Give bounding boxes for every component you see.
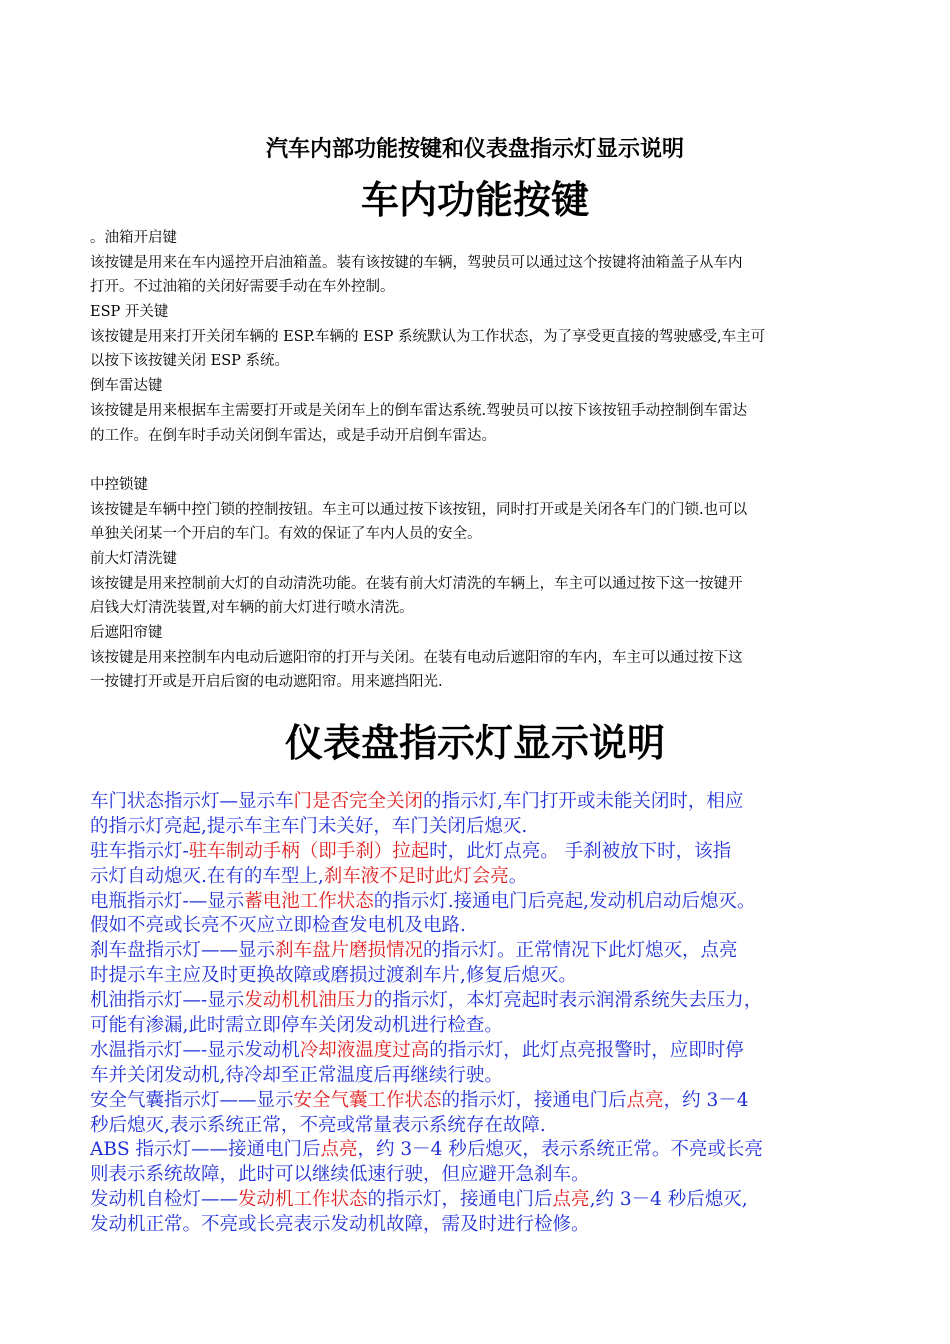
body-text: 发动机正常。不亮或长亮表示发动机故障，需及时进行检修。 bbox=[90, 1214, 590, 1236]
function-keys-body bbox=[90, 226, 880, 695]
document-title: 汽车内部功能按键和仪表盘指示灯显示说明 bbox=[265, 137, 684, 162]
body-text: 车门状态指示灯—显示车 bbox=[90, 791, 294, 812]
body-text: 可能有渗漏,此时需立即停车关闭发动机进行检查。 bbox=[90, 1015, 503, 1037]
dashboard-lights-line bbox=[90, 1114, 880, 1139]
dashboard-lights-line bbox=[90, 1188, 880, 1213]
dashboard-lights-line bbox=[90, 1039, 880, 1064]
dashboard-lights-line bbox=[90, 865, 880, 890]
dashboard-lights-line bbox=[90, 1138, 880, 1163]
function-keys-line: 单独关闭某一个开启的车门。有效的保证了车内人员的安全。 bbox=[90, 526, 482, 543]
body-text: 。 bbox=[508, 865, 528, 887]
function-keys-line: 。油箱开启键 bbox=[90, 230, 177, 246]
dashboard-lights-line bbox=[90, 964, 880, 989]
body-text: ，约 3－4 bbox=[663, 1089, 749, 1111]
highlight-text: 驻车制动手柄（即手刹）拉起 bbox=[188, 840, 430, 862]
dashboard-lights-line bbox=[90, 840, 880, 865]
highlight-text: 蓄电池工作状态 bbox=[244, 890, 374, 912]
dashboard-lights-line bbox=[90, 790, 880, 815]
function-keys-line: 该按键是用来控制前大灯的自动清洗功能。在装有前大灯清洗的车辆上，车主可以通过按下这一按键开 bbox=[90, 575, 743, 592]
body-text: 示灯自动熄灭.在有的车型上, bbox=[90, 865, 324, 887]
function-keys-line: 该按键是用来打开关闭车辆的 ESP.车辆的 ESP 系统默认为工作状态，为了享受更直接的驾驶感受,车主可 bbox=[90, 328, 766, 345]
dashboard-lights-line bbox=[90, 1064, 880, 1089]
dashboard-lights-line bbox=[90, 1213, 880, 1238]
body-text: 的指示灯。正常情况下此灯熄灭，点亮 bbox=[423, 940, 738, 962]
body-text: 则表示系统故障，此时可以继续低速行驶，但应避开急刹车。 bbox=[90, 1164, 590, 1186]
body-text: ABS 指示灯——接通电门后 bbox=[90, 1139, 321, 1161]
body-text: 电瓶指示灯-—显示 bbox=[90, 890, 245, 912]
body-text: 机油指示灯—-显示 bbox=[90, 990, 245, 1012]
function-keys-line: 倒车雷达键 bbox=[90, 378, 163, 395]
highlight-text: 刹车液不足时此灯会亮 bbox=[323, 865, 509, 887]
body-text: 时，此灯点亮。 手刹被放下时，该指 bbox=[429, 840, 732, 862]
dashboard-lights-line bbox=[90, 815, 880, 840]
highlight-text: 冷却液温度过高 bbox=[299, 1039, 430, 1061]
highlight-text: 门是否完全关闭 bbox=[293, 791, 424, 812]
function-keys-line: 一按键打开或是开启后窗的电动遮阳帘。用来遮挡阳光. bbox=[90, 674, 443, 691]
highlight-text: 点亮 bbox=[320, 1139, 358, 1161]
dashboard-lights-line bbox=[90, 1163, 880, 1188]
dashboard-lights-line bbox=[90, 939, 880, 964]
body-text: 的指示灯亮起,提示车主车门未关好，车门关闭后熄灭. bbox=[90, 815, 528, 837]
function-keys-line bbox=[90, 448, 880, 473]
dashboard-lights-body bbox=[90, 790, 880, 1238]
dashboard-lights-line bbox=[90, 914, 880, 939]
highlight-text: 发动机机油压力 bbox=[244, 990, 374, 1012]
function-keys-line: 以按下该按键关闭 ESP 系统。 bbox=[90, 353, 289, 370]
body-text: 刹车盘指示灯——显示 bbox=[90, 940, 276, 962]
body-text: 假如不亮或长亮不灭应立即检查发电机及电路. bbox=[90, 915, 466, 937]
body-text: ,约 3－4 秒后熄灭, bbox=[589, 1189, 748, 1211]
function-keys-line: 打开。不过油箱的关闭好需要手动在车外控制。 bbox=[90, 279, 395, 296]
dashboard-lights-line bbox=[90, 1014, 880, 1039]
body-text: 车并关闭发动机,待冷却至正常温度后再继续行驶。 bbox=[90, 1064, 503, 1086]
dashboard-lights-line bbox=[90, 890, 880, 915]
highlight-text: 安全气囊工作状态 bbox=[293, 1089, 442, 1111]
body-text: 水温指示灯—-显示发动机 bbox=[90, 1039, 300, 1061]
function-keys-line: 该按键是用来控制车内电动后遮阳帘的打开与关闭。在装有电动后遮阳帘的车内，车主可以通过按下这 bbox=[90, 649, 743, 666]
body-text: 的指示灯,车门打开或未能关闭时，相应 bbox=[423, 791, 744, 812]
body-text: 时提示车主应及时更换故障或磨损过渡刹车片,修复后熄灭。 bbox=[90, 965, 577, 987]
body-text: 安全气囊指示灯——显示 bbox=[90, 1089, 294, 1111]
function-keys-line: 的工作。在倒车时手动关闭倒车雷达，或是手动开启倒车雷达。 bbox=[90, 427, 496, 444]
function-keys-line: 该按键是用来在车内遥控开启油箱盖。装有该按键的车辆，驾驶员可以通过这个按键将油箱盖子从车内 bbox=[90, 254, 743, 271]
function-keys-line: 启钱大灯清洗装置,对车辆的前大灯进行喷水清洗。 bbox=[90, 600, 414, 617]
body-text: ，约 3－4 秒后熄灭，表示系统正常。不亮或长亮 bbox=[357, 1139, 763, 1161]
body-text: 的指示灯，此灯点亮报警时，应即时停 bbox=[429, 1039, 744, 1061]
body-text: 的指示灯，接通电门后 bbox=[367, 1189, 553, 1211]
function-keys-line: 中控锁键 bbox=[90, 476, 148, 493]
function-keys-line: 后遮阳帘键 bbox=[90, 625, 163, 641]
function-keys-line: 该按键是车辆中控门锁的控制按钮。车主可以通过按下该按钮，同时打开或是关闭各车门的门锁.也可以 bbox=[90, 501, 748, 518]
highlight-text: 刹车盘片磨损情况 bbox=[275, 940, 424, 962]
function-keys-line: 前大灯清洗键 bbox=[90, 550, 177, 567]
body-text: 秒后熄灭,表示系统正常，不亮或常量表示系统存在故障. bbox=[90, 1114, 546, 1136]
section-heading-function-keys: 车内功能按键 bbox=[360, 178, 589, 222]
highlight-text: 点亮 bbox=[626, 1089, 664, 1111]
body-text: 的指示灯，本灯亮起时表示润滑系统失去压力， bbox=[373, 990, 763, 1012]
body-text: 的指示灯.接通电门后亮起,发动机启动后熄灭。 bbox=[373, 890, 756, 912]
dashboard-lights-line bbox=[90, 1089, 880, 1114]
dashboard-lights-line bbox=[90, 989, 880, 1014]
highlight-text: 点亮 bbox=[552, 1189, 590, 1211]
highlight-text: 发动机工作状态 bbox=[238, 1189, 368, 1211]
body-text: 发动机自检灯—— bbox=[90, 1189, 239, 1211]
function-keys-line: ESP 开关键 bbox=[90, 304, 169, 321]
body-text: 驻车指示灯- bbox=[90, 840, 189, 862]
function-keys-line: 该按键是用来根据车主需要打开或是关闭车上的倒车雷达系统.驾驶员可以按下该按钮手动控制倒车雷达 bbox=[90, 402, 748, 419]
section-heading-dashboard-lights: 仪表盘指示灯显示说明 bbox=[284, 721, 665, 765]
body-text: 的指示灯，接通电门后 bbox=[441, 1089, 627, 1111]
